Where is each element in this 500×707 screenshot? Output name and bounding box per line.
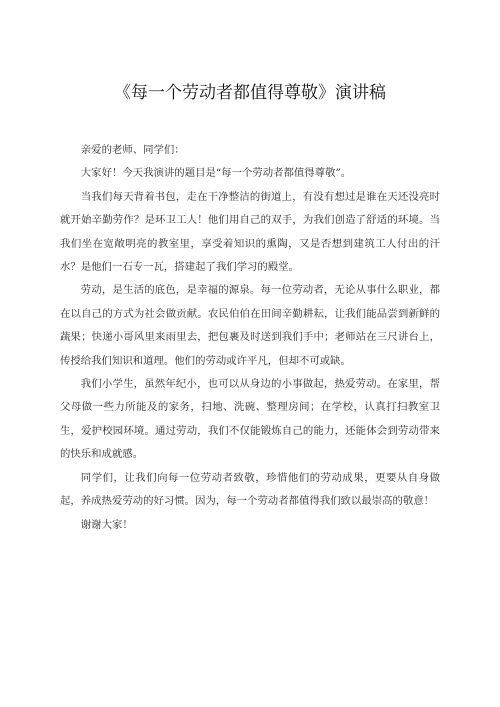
paragraph-thanks: 谢谢大家！ bbox=[80, 518, 133, 531]
paragraph-workers-intro: 当我们每天背着书包，走在干净整洁的街道上，有没有想过是谁在天还没亮时就开始辛勤劳作？是环卫工人！他们用自己的双手，为我们创造了舒适的环境。当我们坐在宽敞明亮的教室里，享受着知识的熏陶，又是否想到建筑工人付出的汗水？是他们一石专一瓦，搭建起了我们学习的殿堂。 bbox=[60, 190, 440, 274]
paragraph-students-action: 我们小学生，虽然年纪小，也可以从身边的小事做起，热爱劳动。在家里，帮父母做一些力所能及的家务，扫地、洗碗、整理房间；在学校，认真打扫教室卫生，爱护校园环境。通过劳动，我们不仅能锻炼自己的能力，还能体会到劳动带来的快乐和成就感。 bbox=[60, 378, 440, 461]
paragraph-conclusion: 同学们，让我们向每一位劳动者致敬，珍惜他们的劳动成果，更要从自身做起，养成热爱劳动的好习惯。因为，每一个劳动者都值得我们致以最崇高的敬意！ bbox=[60, 471, 440, 508]
paragraph-labor-value: 劳动，是生活的底色，是幸福的源泉。每一位劳动者，无论从事什么职业，都在以自己的方式为社会做贡献。农民伯伯在田间辛勤耕耘，让我们能品尝到新鲜的蔬果；快递小哥风里来雨里去，把包裹及时送到我们手中；老师站在三尺讲台上，传授给我们知识和道理。他们的劳动或许平凡，但却不可或缺。 bbox=[60, 284, 440, 367]
paragraph-salutation: 亲爱的老师、同学们： bbox=[80, 144, 185, 156]
paragraph-greeting: 大家好！今天我演讲的题目是“每一个劳动者都值得尊敬”。 bbox=[80, 167, 352, 180]
document-title: 《每一个劳动者都值得尊敬》演讲稿 bbox=[114, 83, 386, 103]
document-body bbox=[60, 139, 440, 537]
